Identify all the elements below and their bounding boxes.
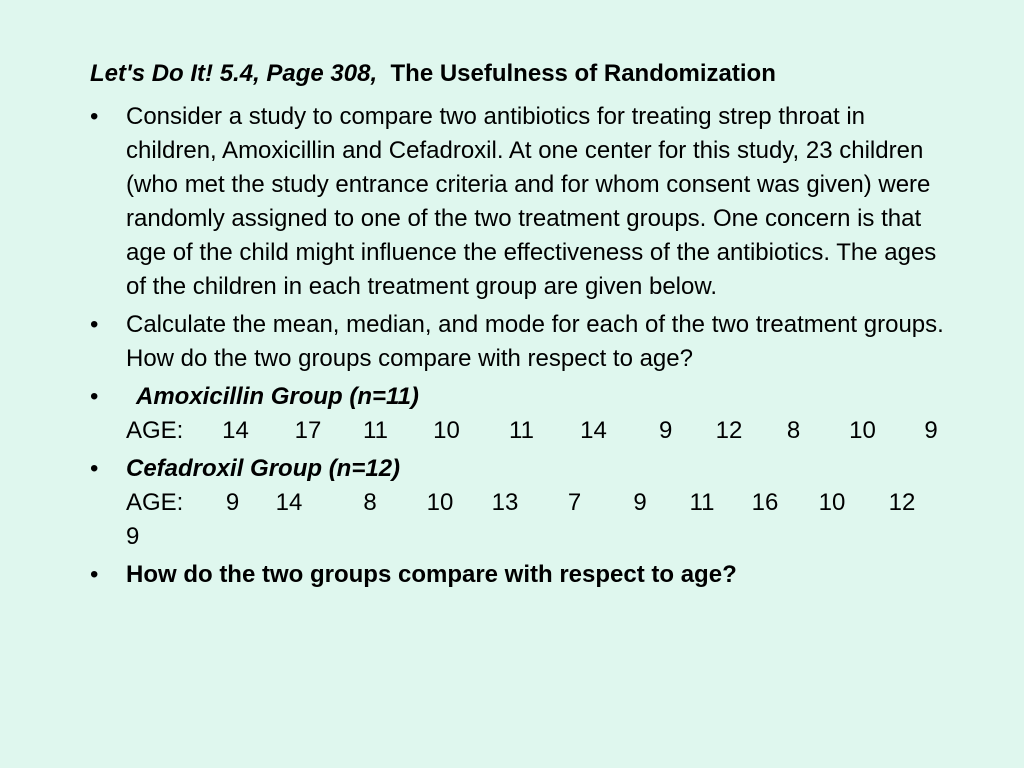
cefadroxil-age-value: 10 xyxy=(426,489,454,516)
title-reference: Let's Do It! 5.4, Page 308, xyxy=(90,60,378,87)
bullet-question xyxy=(0,558,1024,592)
amoxicillin-age-value: 14 xyxy=(222,417,249,444)
amoxicillin-group-name: Amoxicillin Group (n=11) xyxy=(136,383,419,410)
amoxicillin-age-value: 8 xyxy=(786,417,801,444)
bullet-marker: • xyxy=(90,561,99,588)
slide-title xyxy=(90,58,776,90)
cefadroxil-group-name: Cefadroxil Group (n=12) xyxy=(126,455,401,482)
study-description-text: Consider a study to compare two antibiotics for treating strep throat in children, Amoxicillin and Cefadroxil. At one center for this study, 23 children (who met the study entrance criteria and for whom consent was given) were randomly assigned to one of the two treatment groups. One concern is that age of the child might influence the effectiveness of the antibiotics. The ages of the children in each treatment group are given below. xyxy=(126,103,937,300)
amoxicillin-age-value: 10 xyxy=(849,417,876,444)
cefadroxil-age-value: 13 xyxy=(491,489,519,516)
cefadroxil-age-value: 11 xyxy=(689,489,715,516)
amoxicillin-age-value: 14 xyxy=(580,417,607,444)
bullet-amoxicillin-group xyxy=(0,380,1024,448)
cefadroxil-age-value: 14 xyxy=(275,489,303,516)
bullet-list xyxy=(0,100,1024,596)
cefadroxil-age-label: AGE: xyxy=(126,489,184,516)
bullet-marker: • xyxy=(90,103,99,130)
question-text: How do the two groups compare with respect to age? xyxy=(126,561,737,588)
title-topic: The Usefulness of Randomization xyxy=(390,60,776,87)
cefadroxil-age-value: 12 xyxy=(888,489,916,516)
amoxicillin-age-label: AGE: xyxy=(126,417,184,444)
bullet-marker: • xyxy=(90,383,99,410)
amoxicillin-age-value: 9 xyxy=(924,417,938,444)
amoxicillin-age-value: 10 xyxy=(433,417,460,444)
bullet-marker: • xyxy=(90,311,99,338)
cefadroxil-ages xyxy=(126,486,946,554)
amoxicillin-age-value: 11 xyxy=(363,417,388,444)
cefadroxil-age-value: 9 xyxy=(633,489,647,516)
cefadroxil-age-value: 8 xyxy=(363,489,377,516)
cefadroxil-age-value: 9 xyxy=(225,489,240,516)
task-text: Calculate the mean, median, and mode for each of the two treatment groups. How do the two groups compare with respect to age? xyxy=(126,311,944,372)
bullet-study-description xyxy=(0,100,1024,304)
amoxicillin-age-value: 12 xyxy=(715,417,743,444)
amoxicillin-age-value: 11 xyxy=(509,417,534,444)
amoxicillin-age-value: 17 xyxy=(294,417,322,444)
bullet-cefadroxil-group xyxy=(0,452,1024,554)
amoxicillin-age-value: 9 xyxy=(659,417,673,444)
cefadroxil-age-value: 16 xyxy=(751,489,779,516)
bullet-marker: • xyxy=(90,455,99,482)
cefadroxil-age-value: 7 xyxy=(567,489,582,516)
cefadroxil-age-value: 9 xyxy=(126,523,140,550)
bullet-task xyxy=(0,308,1024,376)
amoxicillin-ages xyxy=(126,414,946,448)
cefadroxil-age-value: 10 xyxy=(818,489,846,516)
